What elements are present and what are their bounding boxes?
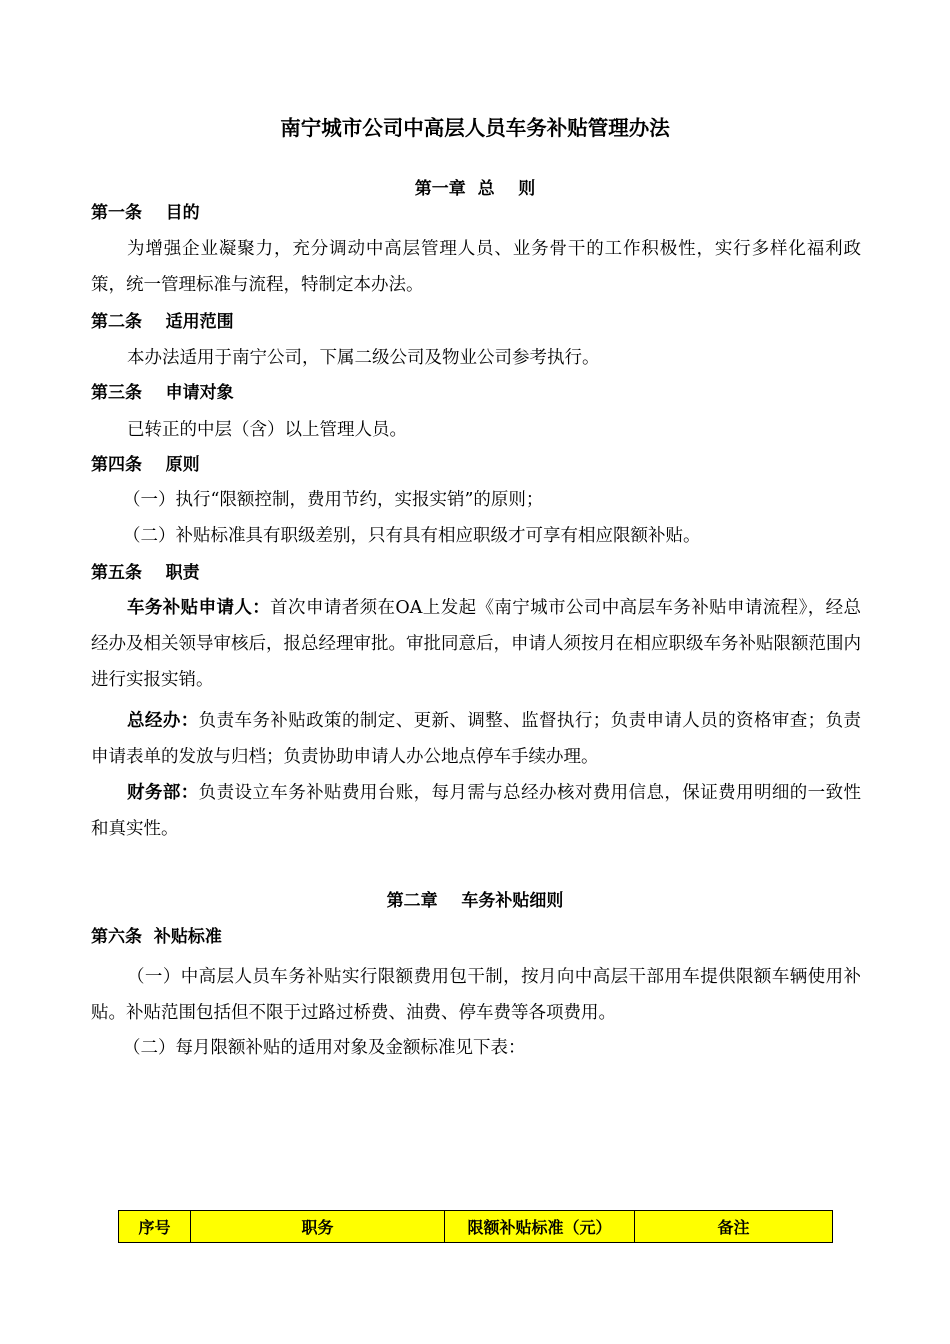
header-position: 职务 [191, 1211, 445, 1243]
applicant-text: 首次申请者须在OA上发起《南宁城市公司中高层车务补贴申请流程》，经总经办及相关领导审核后，报总经理审批。审批同意后，申请人须按月在相应职级车务补贴限额范围内进行实报实销。 [91, 598, 862, 690]
article-5-finance-paragraph [91, 775, 861, 847]
table-header-row [119, 1211, 833, 1243]
article-3-heading: 第三条 申请对象 [91, 383, 234, 403]
applicant-label: 车务补贴申请人： [127, 598, 271, 618]
article-1-text: 为增强企业凝聚力，充分调动中高层管理人员、业务骨干的工作积极性，实行多样化福利政策，统一管理标准与流程，特制定本办法。 [91, 239, 861, 295]
article-2-text: 本办法适用于南宁公司，下属二级公司及物业公司参考执行。 [127, 348, 600, 368]
article-6-item-2: （二）每月限额补贴的适用对象及金额标准见下表： [123, 1038, 526, 1058]
header-remarks: 备注 [635, 1211, 833, 1243]
article-5-office-paragraph [91, 703, 861, 775]
chapter-2-heading: 第二章 车务补贴细则 [386, 891, 564, 911]
article-2-heading: 第二条 适用范围 [91, 312, 234, 332]
article-6-item-1: （一）中高层人员车务补贴实行限额费用包干制，按月向中高层干部用车提供限额车辆使用补贴。补贴范围包括但不限于过路过桥费、油费、停车费等各项费用。 [91, 967, 861, 1023]
article-3-text: 已转正的中层（含）以上管理人员。 [127, 420, 407, 440]
article-1-heading: 第一条 目的 [91, 203, 200, 223]
header-subsidy-limit: 限额补贴标准（元） [445, 1211, 635, 1243]
document-title: 南宁城市公司中高层人员车务补贴管理办法 [280, 116, 670, 140]
article-4-item-2: （二）补贴标准具有职级差别，只有具有相应职级才可享有相应限额补贴。 [123, 526, 701, 546]
article-4-item-1: （一）执行“限额控制，费用节约，实报实销”的原则； [123, 490, 544, 510]
chapter-1-heading: 第一章 总 则 [414, 179, 536, 199]
office-label: 总经办： [127, 711, 199, 731]
office-text: 负责车务补贴政策的制定、更新、调整、监督执行；负责申请人员的资格审查；负责申请表单的发放与归档；负责协助申请人办公地点停车手续办理。 [91, 711, 862, 767]
subsidy-table [118, 1210, 833, 1243]
article-5-applicant-paragraph [91, 590, 861, 698]
article-4-heading: 第四条 原则 [91, 455, 200, 475]
article-6-heading: 第六条 补贴标准 [91, 927, 222, 947]
header-serial-number: 序号 [119, 1211, 191, 1243]
finance-text: 负责设立车务补贴费用台账，每月需与总经办核对费用信息，保证费用明细的一致性和真实性。 [91, 783, 862, 839]
article-5-heading: 第五条 职责 [91, 563, 200, 583]
finance-label: 财务部： [127, 783, 199, 803]
